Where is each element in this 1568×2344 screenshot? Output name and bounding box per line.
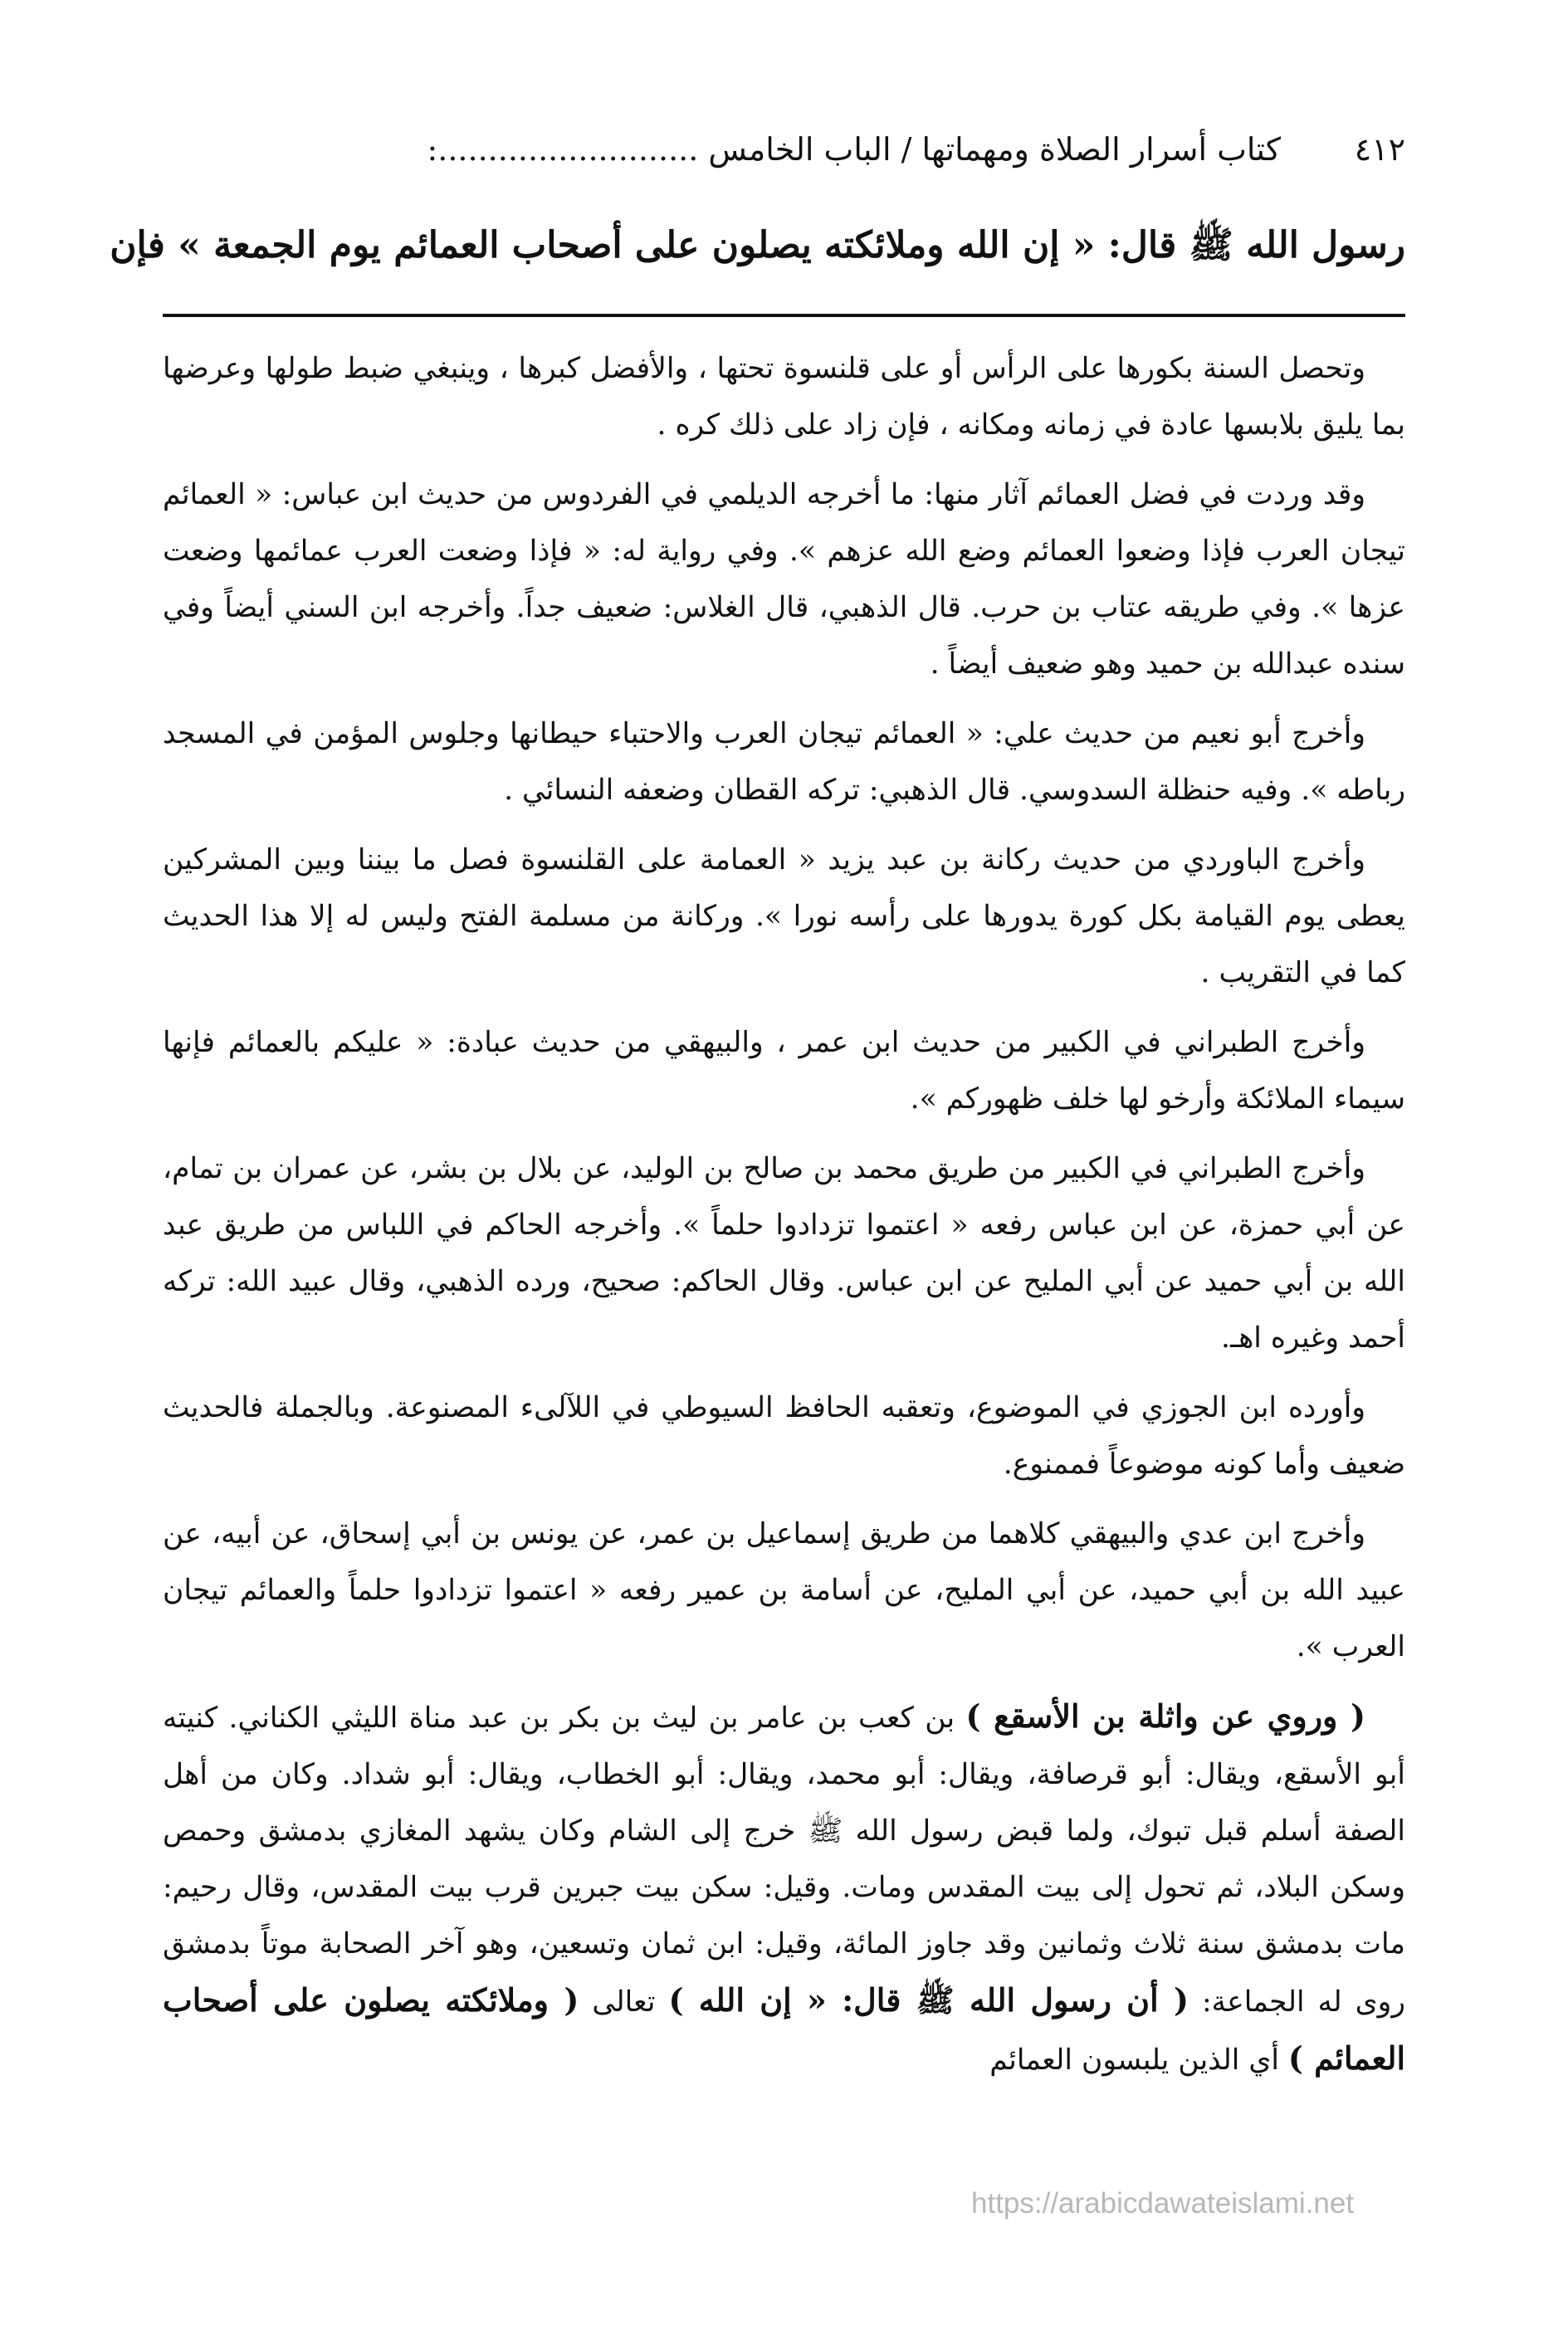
running-title — [427, 131, 1281, 168]
final-paragraph — [163, 1688, 1405, 2088]
paragraph: وأخرج الطبراني في الكبير من طريق محمد بن صالح بن الوليد، عن بلال بن بشر، عن عمران بن تمام، عن أبي حمزة، عن ابن عباس رفعه « اعتموا تزدادوا حلماً ». وأخرجه الحاكم في اللباس من طريق عبد الله بن أبي حميد عن أبي المليح عن ابن عباس. وقال الحاكم: صحيح، ورده الذهبي، وقال عبيد الله: تركه أحمد وغيره اهـ. — [163, 1152, 1405, 1355]
commentary-body — [163, 340, 1405, 2088]
page-number: ٤١٢ — [1354, 131, 1405, 168]
paragraph: وأخرج ابن عدي والبيهقي كلاهما من طريق إسماعيل بن عمر، عن يونس بن أبي إسحاق، عن أبيه، عن عبيد الله بن أبي حميد، عن أبي المليح، عن أسامة بن عمير رفعه « اعتموا تزدادوا حلماً والعمائم تيجان العرب ». — [163, 1517, 1405, 1663]
paragraph: وقد وردت في فضل العمائم آثار منها: ما أخرجه الديلمي في الفردوس من حديث ابن عباس: « العمائم تيجان العرب فإذا وضعوا العمائم وضع الله عزهم ». وفي رواية له: « فإذا وضعت العرب عمائمها وضعت عزها ». وفي طريقه عتاب بن حرب. قال الذهبي، قال الغلاس: ضعيف جداً. وأخرجه ابن السني أيضاً وفي سنده عبدالله بن حميد وهو ضعيف أيضاً . — [163, 478, 1405, 681]
paragraph: وتحصل السنة بكورها على الرأس أو على قلنسوة تحتها ، والأفضل كبرها ، وينبغي ضبط طولها وعرضها بما يليق بلابسها عادة في زمانه ومكانه ، فإن زاد على ذلك كره . — [163, 352, 1405, 442]
paragraph-text: بن كعب بن عامر بن ليث بن بكر بن عبد مناة الليثي الكناني. كنيته أبو الأسقع، ويقال: أبو قرصافة، ويقال: أبو محمد، ويقال: أبو الخطاب، ويقال: أبو شداد. وكان من أهل الصفة أسلم قبل تبوك، ولما قبض رسول الله ﷺ خرج إلى الشام وكان يشهد المغازي بدمشق وحمص وسكن البلاد، ثم تحول إلى بيت المقدس ومات. وقيل: سكن بيت جبرين قرب بيت المقدس، وقال رحيم: مات بدمشق سنة ثلاث وثمانين وقد جاوز المائة، وقيل: ابن ثمان وتسعين، وهو آخر الصحابة موتاً بدمشق روى له الجماعة: — [163, 1702, 1405, 2019]
running-title-dots: ..........................: — [427, 131, 699, 168]
paragraph: وأخرج الطبراني في الكبير من حديث ابن عمر ، والبيهقي من حديث عبادة: « عليكم بالعمائم فإنها سيماء الملائكة وأرخو لها خلف ظهوركم ». — [163, 1026, 1405, 1116]
bold-hadith-text: ( وملائكته يصلون على أصحاب العمائم ) — [163, 1981, 1405, 2077]
page-header — [163, 131, 1405, 181]
watermark-url: https://arabicdawateislami.net — [971, 2187, 1355, 2219]
running-title-text: كتاب أسرار الصلاة ومهماتها / الباب الخامس — [708, 131, 1281, 168]
paragraph: وأخرج الباوردي من حديث ركانة بن عبد يزيد « العمامة على القلنسوة فصل ما بيننا وبين المشركين يعطى يوم القيامة بكل كورة يدورها على رأسه نورا ». وركانة من مسلمة الفتح وليس له إلا هذا الحديث كما في التقريب . — [163, 843, 1405, 989]
paragraph-text: أي الذين يلبسون العمائم — [989, 2044, 1288, 2077]
paragraph-text: تعالى — [579, 1985, 669, 2019]
paragraph: وأورده ابن الجوزي في الموضوع، وتعقبه الحافظ السيوطي في اللآلىء المصنوعة. وبالجملة فالحديث ضعيف وأما كونه موضوعاً فممنوع. — [163, 1391, 1405, 1481]
bold-hadith-text: ( أن رسول الله ﷺ قال: « إن الله ) — [668, 1981, 1189, 2019]
bold-narration-heading: ( وروي عن واثلة بن الأسقع ) — [965, 1697, 1365, 1735]
divider-line — [163, 314, 1405, 317]
hadith-quote-line: رسول الله ﷺ قال: « إن الله وملائكته يصلون على أصحاب العمائم يوم الجمعة » فإن — [110, 224, 1405, 266]
paragraph: وأخرج أبو نعيم من حديث علي: « العمائم تيجان العرب والاحتباء حيطانها وجلوس المؤمن في المسجد رباطه ». وفيه حنظلة السدوسي. قال الذهبي: تركه القطان وضعفه النسائي . — [163, 717, 1405, 807]
